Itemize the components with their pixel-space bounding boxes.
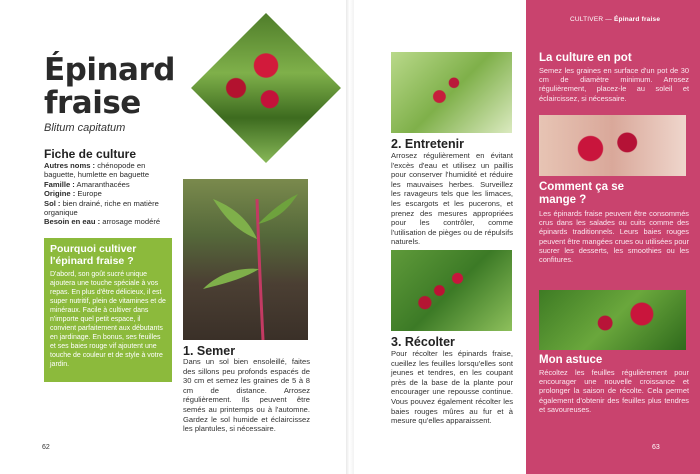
fiche-item: Autres noms : chénopode en baguette, humlette en baguette [44, 161, 150, 180]
fiche-item: Origine : Europe [44, 189, 102, 199]
plant-berries-photo [539, 290, 686, 350]
astuce-body: Récoltez les feuilles régulièrement pour encourager une nouvelle croissance et prolonger la saison de récolte. Cela permet également d'obtenir des feuilles plus tendres et savoureuses. [539, 368, 689, 414]
fiche-item: Besoin en eau : arrosage modéré [44, 217, 161, 227]
seedling-photo [183, 179, 308, 340]
recolter-body: Pour récolter les épinards fraise, cueillez les feuilles lorsqu'elles sont jeunes et tendres, en les coupant près de la base de la plante pour encourager une repousse continue. Vous pouvez également récolter les baies rouges mûres au fur et à mesure qu'elles apparaissent. [391, 349, 513, 426]
berry-photo-image [191, 13, 341, 163]
semer-body: Dans un sol bien ensoleillé, faites des sillons peu profonds espacés de 30 cm et semez les graines de 5 à 8 cm de distance. Arrosez régulièrement. Ils peuvent être semés au printemps ou à l'automne. Gardez le sol humide et éclaircissez les plantules, si nécessaire. [183, 357, 310, 434]
scientific-name: Blitum capitatum [44, 122, 126, 134]
fiche-title: Fiche de culture [44, 147, 137, 161]
comment-body: Les épinards fraise peuvent être consommés crus dans les salades ou cuits comme des épinards traditionnels. Leurs baies rouges peuvent être mangées crues ou utilisées pour sucrer les desserts, les smoothies ou les confitures. [539, 209, 689, 265]
culture-body: Semez les graines en surface d'un pot de 30 cm de diamètre minimum. Arrosez régulièrement, placez-le au soleil et éclaircissez, si nécessaire. [539, 66, 689, 103]
pourquoi-box [44, 238, 172, 382]
hand-berries-photo [539, 115, 686, 176]
recolter-title: 3. Récolter [391, 335, 455, 349]
page-number-right: 63 [652, 444, 660, 451]
berry-photo-diamond [188, 10, 348, 170]
recolter-photo [391, 250, 512, 331]
culture-title: La culture en pot [539, 52, 632, 64]
sidebar-panel [526, 0, 700, 474]
entretenir-title: 2. Entretenir [391, 137, 464, 151]
semer-title: 1. Semer [183, 344, 236, 358]
pourquoi-body: D'abord, son goût sucré unique ajoutera une touche spéciale à vos repas. En plus d'être délicieux, il est super nutritif, plein de vitamines et de minéraux. Facile à cultiver dans n'importe quel petit espace, il convient parfaitement aux débutants en jardinage. En bonus, ses feuilles et ses baies rouge vif ajoutent une touche de couleur et de style à votre jardin. [50, 271, 166, 368]
page-title: Épinard fraise [44, 52, 175, 121]
fiche-item: Famille : Amaranthacées [44, 179, 130, 189]
section-header: CULTIVER — Épinard fraise [570, 16, 661, 23]
fiche-item: Sol : bien drainé, riche en matière organique [44, 198, 159, 218]
entretenir-body: Arrosez régulièrement en évitant l'excès d'eau et utilisez un paillis pour conserver l'humidité et réduire les mauvaises herbes. Surveillez les ravageurs tels que les limaces, les escargots et les pucerons, et prenez des mesures appropriées pour les contrôler, comme l'utilisation de pièges ou de répulsifs naturels. [391, 151, 513, 247]
pourquoi-title: Pourquoi cultiver l'épinard fraise ? [50, 243, 137, 267]
astuce-title: Mon astuce [539, 354, 603, 366]
comment-title: Comment ça se mange ? [539, 181, 625, 206]
page-number-left: 62 [42, 444, 50, 451]
seedling-illustration [183, 179, 308, 340]
fiche-list [44, 161, 172, 227]
entretenir-photo [391, 52, 512, 133]
